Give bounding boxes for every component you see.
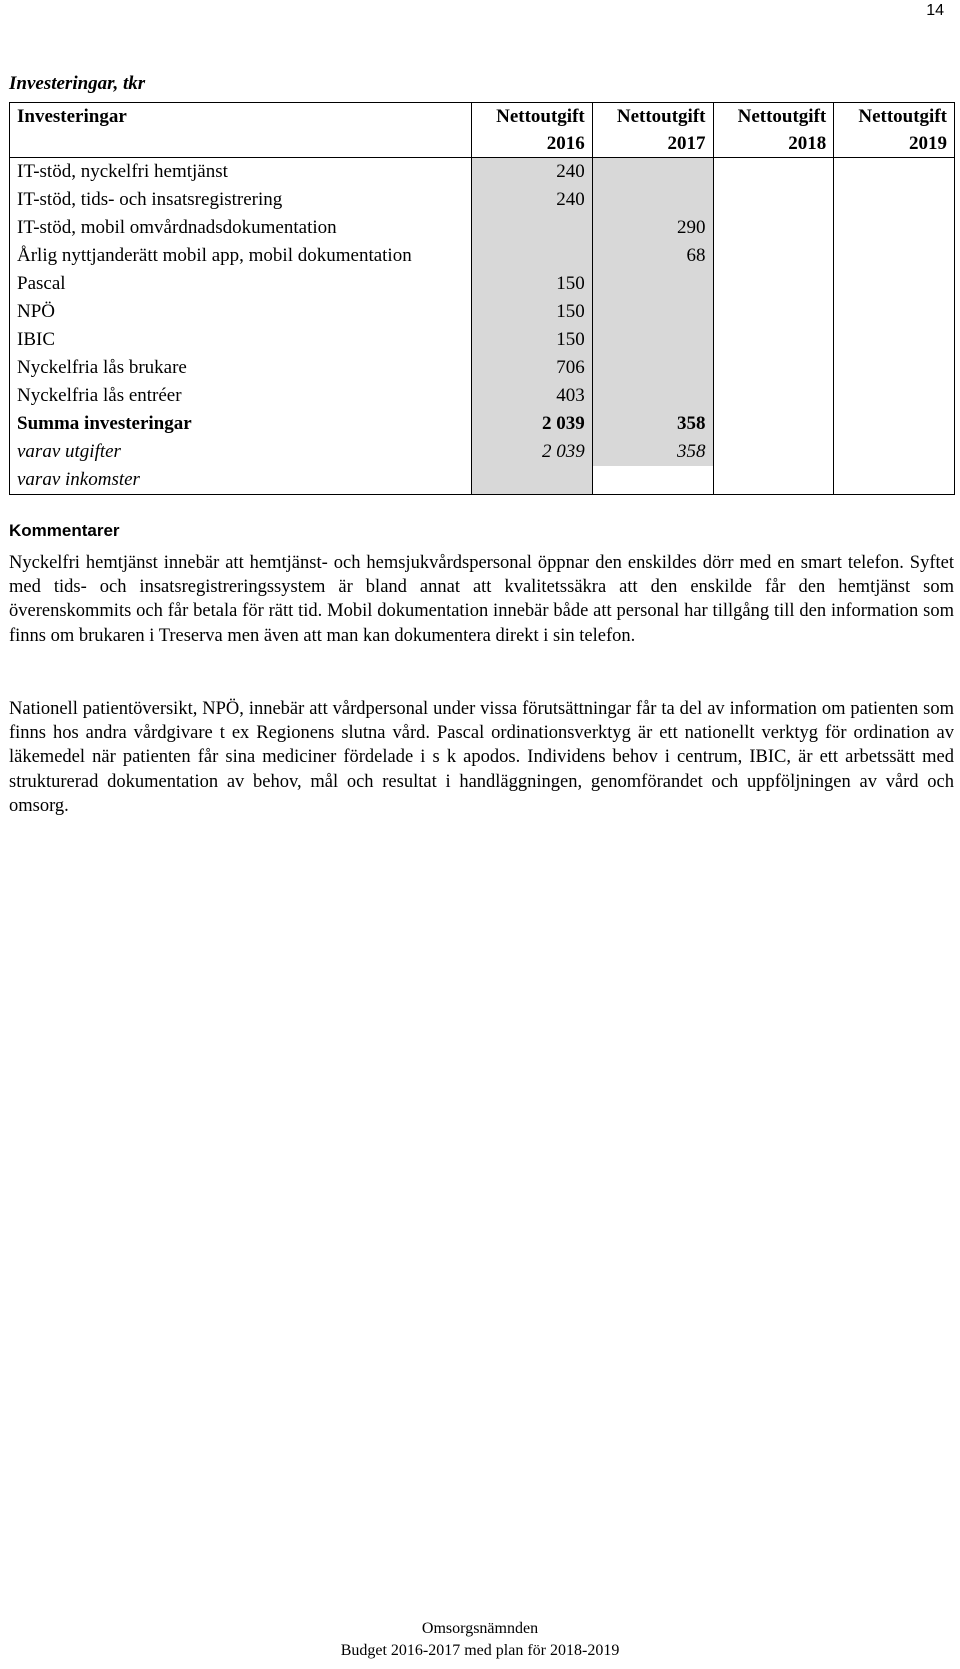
table-row [10, 438, 955, 466]
value-2018 [713, 158, 834, 187]
table-row [10, 214, 955, 242]
footer-committee: Omsorgsnämnden [421, 1620, 539, 1637]
row-name: IT-stöd, mobil omvårdnadsdokumentation [10, 214, 472, 242]
row-name: Nyckelfria lås brukare [10, 354, 472, 382]
section-title: Investeringar, tkr [9, 73, 146, 94]
table-header-row [10, 103, 955, 158]
table-row [10, 466, 955, 495]
value-2019 [834, 186, 955, 214]
table-row [10, 382, 955, 410]
value-2018 [713, 326, 834, 354]
value-2016: 240 [472, 186, 593, 214]
value-2016: 403 [472, 382, 593, 410]
value-2019 [834, 326, 955, 354]
value-2017 [592, 382, 713, 410]
value-2019 [834, 214, 955, 242]
table-row [10, 186, 955, 214]
table-row [10, 326, 955, 354]
value-2019 [834, 354, 955, 382]
comment-paragraph: Nyckelfri hemtjänst innebär att hemtjänst- och hemsjukvårdspersonal öppnar den enskildes dörr med en smart telefon. Syftet med tids- och insatsregistreringssystem är bland annat att kvalitetssäkra att den enskilde får den hemtjänst som överenskommits och får betala för rätt tid. Mobil dokumentation innebär både att personal har tillgång till den information som finns om brukaren i Treserva men även att man kan dokumentera direkt i sin telefon. [9, 553, 954, 646]
table-row [10, 158, 955, 187]
row-name: varav inkomster [10, 466, 472, 495]
value-2019 [834, 438, 955, 466]
value-2016 [472, 242, 593, 270]
row-name: Summa investeringar [10, 410, 472, 438]
footer-budget-title: Budget 2016-2017 med plan för 2018-2019 [340, 1642, 620, 1659]
row-name: IT-stöd, nyckelfri hemtjänst [10, 158, 472, 187]
table-row [10, 242, 955, 270]
column-header-2018: Nettoutgift 2018 [713, 103, 834, 158]
value-2017: 68 [592, 242, 713, 270]
value-2018 [713, 242, 834, 270]
value-2017 [592, 270, 713, 298]
value-2019 [834, 410, 955, 438]
table-row-total [10, 410, 955, 438]
value-2016: 2 039 [472, 438, 593, 466]
row-name: IBIC [10, 326, 472, 354]
value-2016 [472, 214, 593, 242]
value-2017: 290 [592, 214, 713, 242]
value-2017: 358 [592, 410, 713, 438]
value-2017 [592, 466, 713, 495]
value-2018 [713, 438, 834, 466]
value-2019 [834, 298, 955, 326]
table-row [10, 270, 955, 298]
value-2017 [592, 354, 713, 382]
column-header-2016: Nettoutgift 2016 [472, 103, 593, 158]
value-2016: 150 [472, 270, 593, 298]
value-2018 [713, 270, 834, 298]
value-2019 [834, 466, 955, 495]
value-2017 [592, 326, 713, 354]
value-2018 [713, 466, 834, 495]
value-2017 [592, 158, 713, 187]
page-number: 14 [926, 2, 944, 19]
value-2016: 150 [472, 326, 593, 354]
table-row [10, 298, 955, 326]
value-2019 [834, 382, 955, 410]
value-2017: 358 [592, 438, 713, 466]
value-2019 [834, 270, 955, 298]
value-2018 [713, 410, 834, 438]
row-name: Nyckelfria lås entréer [10, 382, 472, 410]
value-2018 [713, 186, 834, 214]
value-2016: 2 039 [472, 410, 593, 438]
value-2018 [713, 354, 834, 382]
row-name: IT-stöd, tids- och insatsregistrering [10, 186, 472, 214]
value-2016: 706 [472, 354, 593, 382]
value-2019 [834, 158, 955, 187]
table-row [10, 354, 955, 382]
column-header-2017: Nettoutgift 2017 [592, 103, 713, 158]
value-2016: 150 [472, 298, 593, 326]
row-name: varav utgifter [10, 438, 472, 466]
comments-heading: Kommentarer [9, 521, 120, 540]
row-name: Pascal [10, 270, 472, 298]
value-2017 [592, 186, 713, 214]
value-2018 [713, 214, 834, 242]
value-2016: 240 [472, 158, 593, 187]
investments-table [9, 102, 955, 495]
value-2017 [592, 298, 713, 326]
value-2018 [713, 298, 834, 326]
column-header-investeringar: Investeringar [10, 103, 472, 158]
value-2016 [472, 466, 593, 495]
column-header-2019: Nettoutgift 2019 [834, 103, 955, 158]
row-name: Årlig nyttjanderätt mobil app, mobil dokumentation [10, 242, 472, 270]
value-2019 [834, 242, 955, 270]
row-name: NPÖ [10, 298, 472, 326]
comment-paragraph: Nationell patientöversikt, NPÖ, innebär att vårdpersonal under vissa förutsättningar får ta del av information om patienten som finns hos andra vårdgivare t ex Regionens slutna vård. Pascal ordinationsverktyg är ett nationellt verktyg för ordination av läkemedel när patienten får sina mediciner fördelade i s k apodos. Individens behov i centrum, IBIC, är ett arbetssätt med strukturerad dokumentation av behov, mål och resultat i handläggningen, genomförandet och uppföljningen av vård och omsorg. [9, 699, 954, 816]
value-2018 [713, 382, 834, 410]
